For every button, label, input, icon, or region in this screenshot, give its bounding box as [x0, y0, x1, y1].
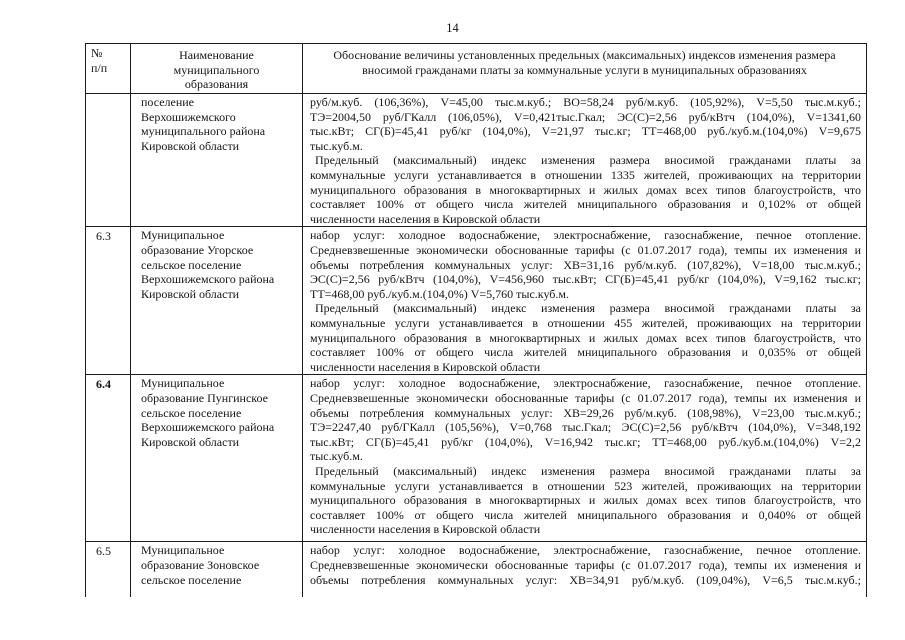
row-number-text: 6.4 [96, 377, 111, 392]
municipality-name [131, 227, 303, 375]
text-line: объемы потребления коммунальных услуг: ХВ=29,26 руб/м.куб. (108,98%), V=23,00 тыс.м.куб.; [310, 405, 861, 420]
tariff-index-table [85, 43, 867, 597]
row-number [86, 227, 131, 375]
text-line: Предельный (максимальный) индекс изменения размера вносимой гражданами платы за [315, 301, 861, 316]
text-line: ТЭ=2247,40 руб/ГКалл (105,56%), V=0,768 тыс.Гкал; ЭС(С)=2,56 руб/кВтч (104,0%), V=348,192 [310, 420, 861, 435]
text-line: набор услуг: холодное водоснабжение, электроснабжение, газоснабжение, печное отопление. [310, 228, 861, 243]
text-line: составляет 100% от общего числа жителей мниципального образования и 0,040% от общей [310, 507, 861, 522]
text-line: тыс.кВт; СГ(Б)=45,41 руб/кг (104,0%), V=16,942 тыс.кг; ТТ=468,00 руб./куб.м.(104,0%) V=2,2 [310, 434, 861, 449]
header-text-line: Обоснование величины установленных предельных (максимальных) индексов изменения размера [333, 48, 836, 62]
name-line: муниципального района [141, 124, 266, 139]
text-line: муниципального образования в многоквартирных и жилых домах всех типов благоустройств, что [310, 182, 861, 197]
text-line: численности населения в Кировской области [310, 522, 541, 537]
name-line: образование Зоновское [141, 557, 260, 572]
text-line: Средневзвешенные экономически обоснованные тарифы (с 01.07.2017 года), темпы их изменения и [310, 242, 861, 257]
row-number [86, 542, 131, 597]
justification-text [303, 542, 867, 597]
table-row [86, 542, 867, 597]
name-line: поселение [141, 95, 195, 109]
row-number [86, 375, 131, 542]
header-cell-municipality [131, 44, 303, 94]
text-line: численности населения в Кировской области [310, 359, 541, 374]
name-line: Муниципальное [141, 543, 225, 558]
text-line: ТЭ=2004,50 руб/ГКалл (106,05%), V=0,421тыс.Гкал; ЭС(С)=2,56 руб/кВтч (104,0%), V=1341,60 [310, 109, 861, 124]
name-line: сельское поселение [141, 572, 242, 587]
text-line: Предельный (максимальный) индекс изменения размера вносимой гражданами платы за [315, 153, 861, 168]
header-cell-number [86, 44, 131, 94]
header-text-line: муниципального [173, 62, 260, 77]
header-cell-justification [303, 44, 867, 94]
name-line: Верхошижемского района [141, 272, 275, 287]
text-line: набор услуг: холодное водоснабжение, электроснабжение, газоснабжение, печное отопление. [310, 543, 861, 558]
municipality-name [131, 94, 303, 227]
municipality-name [131, 542, 303, 597]
text-line: муниципального образования в многоквартирных и жилых домах всех типов благоустройств, что [310, 330, 861, 345]
text-line: тыс.кВт; СГ(Б)=45,41 руб/кг (104,0%), V=21,97 тыс.кг; ТТ=468,00 руб./куб.м.(104,0%) V=9,675 [310, 124, 861, 139]
justification-text [303, 94, 867, 227]
text-line: объемы потребления коммунальных услуг: ХВ=31,16 руб/м.куб. (107,82%), V=18,00 тыс.м.куб.; [310, 257, 861, 272]
text-line: ЭС(С)=2,56 руб/кВтч (104,0%), V=456,960 тыс.кВт; СГ(Б)=45,41 руб/кг (104,0%), V=9,162 тыс.кг; [310, 272, 861, 287]
name-line: Муниципальное [141, 376, 225, 391]
text-line: коммунальные услуги устанавливается в отношении 1335 жителей, проживающих на территории [310, 167, 861, 182]
text-line: руб/м.куб. (106,36%), V=45,00 тыс.м.куб.; ВО=58,24 руб/м.куб. (105,92%), V=5,50 тыс.м.куб.; [310, 95, 861, 109]
row-number-text: 6.3 [96, 229, 111, 244]
text-line: составляет 100% от общего числа жителей мниципального образования и 0,102% от общей [310, 197, 861, 212]
table-row [86, 94, 867, 227]
text-line: муниципального образования в многоквартирных и жилых домах всех типов благоустройств, что [310, 493, 861, 508]
text-line: тыс.куб.м. [310, 138, 363, 153]
header-text-line: вносимой гражданами платы за коммунальные услуги в муниципальных образованиях [362, 62, 807, 77]
name-line: Кировской области [141, 434, 240, 449]
text-line: Предельный (максимальный) индекс изменения размера вносимой гражданами платы за [315, 463, 861, 478]
text-line: составляет 100% от общего числа жителей мниципального образования и 0,035% от общей [310, 345, 861, 360]
name-line: образование Угорское [141, 242, 254, 257]
header-text-line: образования [184, 77, 249, 92]
name-line: Верхошижемского района [141, 420, 275, 435]
name-line: Кировской области [141, 286, 240, 301]
name-line: Муниципальное [141, 228, 225, 243]
row-number-text: 6.5 [96, 544, 111, 559]
name-line: образование Пунгинское [141, 390, 268, 405]
table-row [86, 227, 867, 375]
municipality-name [131, 375, 303, 542]
table-row [86, 375, 867, 542]
row-number [86, 94, 131, 227]
header-text-line: п/п [91, 60, 108, 75]
name-line: Верхошижемского [141, 109, 236, 124]
text-line: ТТ=468,00 руб./куб.м.(104,0%) V=5,760 тыс.куб.м. [310, 286, 570, 301]
text-line: Средневзвешенные экономически обоснованные тарифы (с 01.07.2017 года), темпы их изменения и [310, 557, 861, 572]
text-line: численности населения в Кировской области [310, 211, 541, 226]
text-line: набор услуг: холодное водоснабжение, электроснабжение, газоснабжение, печное отопление. [310, 376, 861, 391]
page-number: 14 [446, 21, 459, 35]
text-line: коммунальные услуги устанавливается в отношении 455 жителей, проживающих на территории [310, 315, 861, 330]
justification-text [303, 375, 867, 542]
text-line: объемы потребления коммунальных услуг: ХВ=34,91 руб/м.куб. (109,04%), V=6,5 тыс.м.куб.; [310, 572, 861, 587]
name-line: сельское поселение [141, 257, 242, 272]
header-row [86, 44, 867, 94]
header-text-line: Наименование [179, 48, 254, 62]
text-line: тыс.куб.м. [310, 449, 363, 464]
text-line: Средневзвешенные экономически обоснованные тарифы (с 01.07.2017 года), темпы их изменения и [310, 390, 861, 405]
header-text-line: № [91, 46, 103, 60]
name-line: сельское поселение [141, 405, 242, 420]
name-line: Кировской области [141, 138, 240, 153]
justification-text [303, 227, 867, 375]
text-line: коммунальные услуги устанавливается в отношении 523 жителей, проживающих на территории [310, 478, 861, 493]
